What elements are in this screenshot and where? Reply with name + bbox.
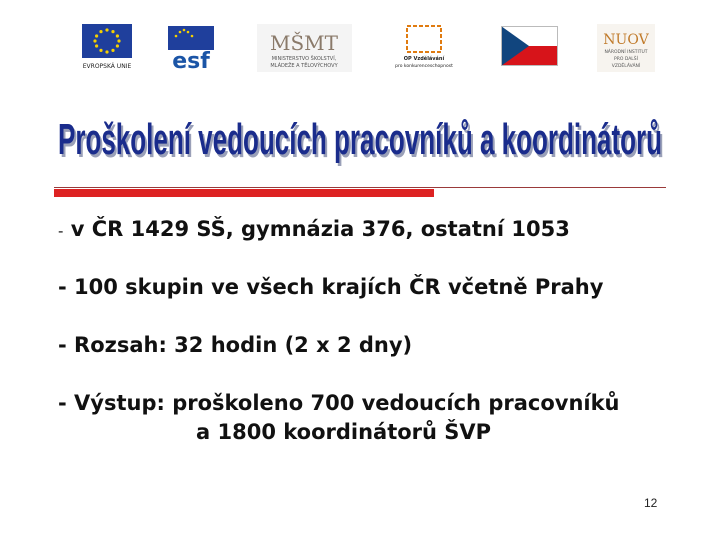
czech-flag — [501, 26, 558, 66]
nuov-caption-2: PRO DALŠÍ — [614, 57, 638, 62]
msmt-caption-1: MINISTERSTVO ŠKOLSTVÍ, — [271, 56, 337, 62]
op-caption-2: pro konkurenceschopnost — [395, 64, 453, 69]
bullet-output: - Výstup: proškoleno 700 vedoucích pracovníků — [58, 391, 620, 415]
slide-title-text: Proškolení vedoucích pracovníků a koordinátorů — [58, 115, 662, 164]
bullet-groups: - 100 skupin ve všech krajích ČR včetně Prahy — [58, 275, 604, 299]
bullet-schools-dash: - — [58, 222, 64, 240]
bullet-scope: - Rozsah: 32 hodin (2 x 2 dny) — [58, 333, 413, 357]
nuov-wordmark: NUOV — [603, 32, 649, 48]
slide-title-shadow: Proškolení vedoucích pracovníků a koordinátorů — [60, 118, 664, 167]
nuov-logo — [597, 24, 655, 72]
esf-flag-field — [168, 26, 214, 50]
msmt-wordmark: MŠMT — [270, 31, 338, 55]
bullet-schools — [58, 217, 570, 241]
page-number: 12 — [644, 496, 658, 510]
bullet-schools-text: v ČR 1429 SŠ, gymnázia 376, ostatní 1053 — [63, 217, 570, 241]
eu-caption: EVROPSKÁ UNIE — [82, 63, 132, 70]
nuov-caption-3: VZDĚLÁVÁNÍ — [611, 64, 641, 69]
op-caption-1: OP Vzdělávání — [403, 56, 445, 62]
title-divider-accent — [54, 189, 434, 197]
bullet-output-continuation: a 1800 koordinátorů ŠVP — [196, 420, 492, 444]
title-divider-thin — [54, 187, 666, 188]
nuov-caption-1: NÁRODNÍ INSTITUT — [604, 50, 648, 55]
eu-flag-logo — [80, 24, 134, 72]
op-vk-logo — [393, 24, 455, 72]
msmt-caption-2: MLÁDEŽE A TĚLOVÝCHOVY — [270, 63, 338, 69]
esf-wordmark: esf — [172, 49, 210, 72]
esf-logo — [166, 24, 216, 72]
slide-title — [50, 92, 670, 178]
slide-title-art — [50, 92, 670, 178]
msmt-logo — [257, 24, 352, 72]
